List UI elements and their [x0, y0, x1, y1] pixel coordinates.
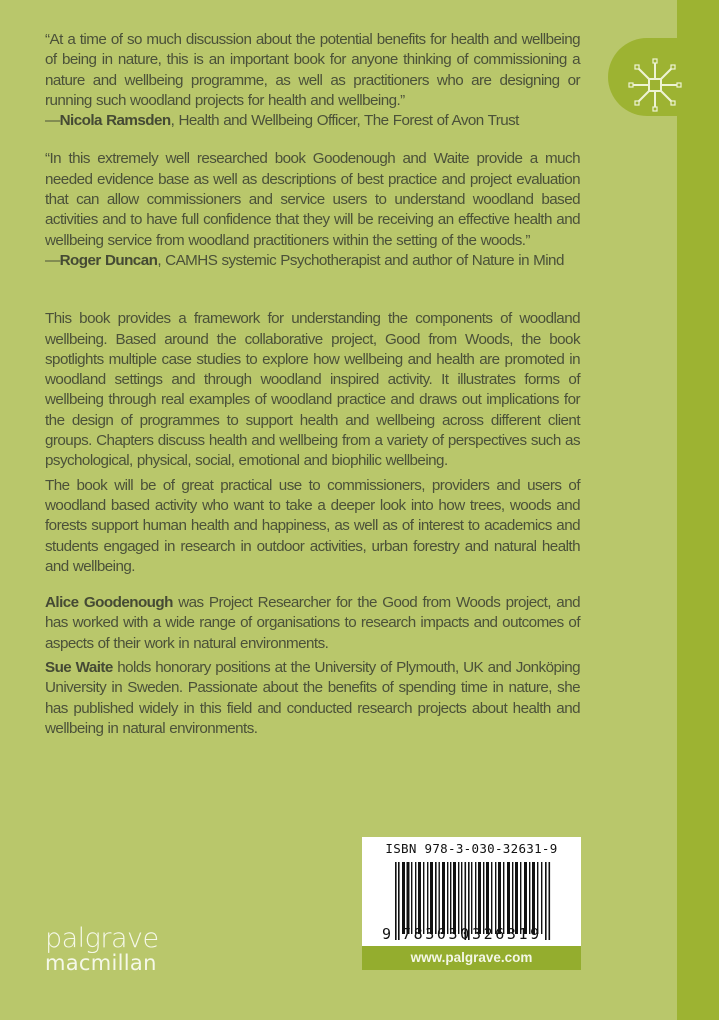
quote-author: Roger Duncan	[59, 251, 158, 269]
endorsement-quote-2	[45, 149, 580, 271]
quote-text: “In this extremely well researched book Goodenough and Waite provide a much needed evidence base as well as descriptions of best practice and project evaluation that can allow commissioners and service users to understand woodland based activities and to have full confidence that they will be receiving an effective health and wellbeing service from woodland practitioners within the setting of the woods.”	[45, 150, 580, 249]
quote-text: “At a time of so much discussion about the potential benefits for health and wellbeing of being in nature, this is an important book for anyone thinking of commissioning a nature and wellbeing programme, as well as practitioners who are designing or running such woodland projects for health and wellbeing.”	[45, 31, 580, 109]
author-name: Sue Waite	[45, 659, 113, 677]
isbn-label: ISBN 978-3-030-32631-9	[385, 841, 558, 856]
publisher-url: www.palgrave.com	[362, 946, 581, 970]
dash: —	[45, 251, 60, 269]
author-bio-2	[45, 658, 580, 739]
publisher-logo	[45, 925, 159, 974]
description-paragraph-1: This book provides a framework for understanding the components of woodland wellbeing. Based around the collaborative project, Good from Woods, the book spotlights multiple case studies to explore how wellbeing and health are promoted in woodland settings and through woodland inspired activity. It illustrates forms of wellbeing through real examples of woodland practice and draws out implications for the design of programmes to support health and wellbeing across different client groups. Chapters discuss health and wellbeing from a variety of perspectives such as psychological, physical, social, emotional and biophilic wellbeing.	[45, 310, 580, 470]
logo-line-palgrave: palgrave	[45, 923, 159, 954]
isbn-barcode-box	[362, 837, 581, 946]
logo-line-macmillan: macmillan	[45, 951, 157, 975]
author-bio-text: was Project Researcher for the Good from Woods project, and has worked with a wide range of organisations to research impacts and outcomes of aspects of their work in natural environments.	[45, 594, 581, 652]
author-bio-text: holds honorary positions at the University of Plymouth, UK and Jonköping University in Sweden. Passionate about the benefits of spending time in nature, she has published widely in this field and conducted research projects about health and wellbeing in natural environments.	[45, 659, 580, 737]
circuit-node-icon	[626, 56, 684, 114]
back-cover-text	[45, 30, 580, 739]
quote-author-role: , Health and Wellbeing Officer, The Forest of Avon Trust	[170, 112, 519, 130]
dash: —	[45, 112, 60, 130]
barcode-first-digit: 9	[382, 925, 394, 943]
barcode-right-digits: 326319	[472, 925, 542, 943]
series-tab	[608, 38, 719, 116]
endorsement-quote-1	[45, 30, 580, 131]
description-paragraph-2: The book will be of great practical use to commissioners, providers and users of woodland based activity who want to take a deeper look into how trees, woods and forests support human health and happiness, as well as of interest to academics and students engaged in research in outdoor activities, urban forestry and natural health and wellbeing.	[45, 476, 580, 575]
quote-attribution	[45, 111, 580, 131]
quote-attribution	[45, 251, 580, 271]
quote-author-role: , CAMHS systemic Psychotherapist and author of Nature in Mind	[157, 251, 564, 269]
quote-author: Nicola Ramsden	[59, 112, 171, 130]
spine-accent-strip	[677, 0, 719, 1020]
author-bio-1	[45, 593, 580, 654]
barcode-left-digits: 783030	[402, 925, 472, 943]
author-name: Alice Goodenough	[45, 594, 173, 612]
